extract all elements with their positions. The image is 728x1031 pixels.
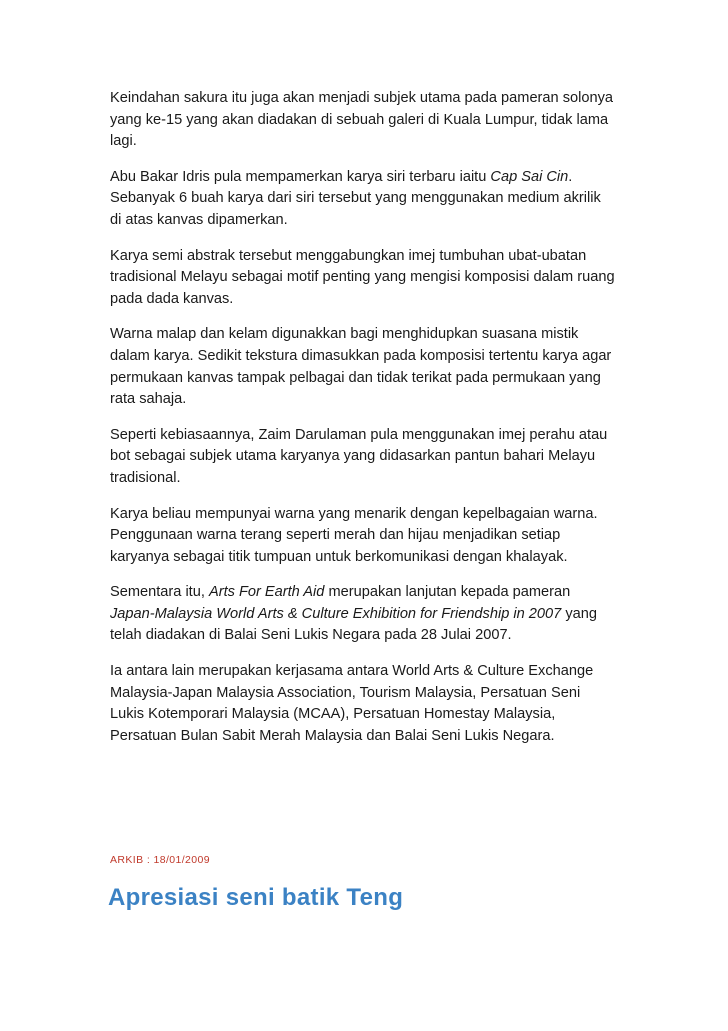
- text-line: Karya semi abstrak tersebut menggabungkan imej tumbuhan ubat-ubatan: [110, 247, 587, 264]
- paragraph-sakura: [110, 88, 622, 153]
- text-line: dalam karya. Sedikit tekstura dimasukkan pada komposisi tertentu karya agar: [110, 347, 612, 364]
- paragraph-warna-malap: [110, 324, 622, 410]
- text-run: merupakan lanjutan kepada pameran: [324, 584, 571, 601]
- text-line: [110, 582, 622, 604]
- paragraph-zaim: [110, 425, 622, 490]
- article-body: [110, 88, 622, 761]
- text-line: tradisional Melayu sebagai motif penting yang mengisi komposisi dalam ruang: [110, 269, 615, 286]
- paragraph-semi-abstrak: [110, 246, 622, 311]
- paragraph-kerjasama: [110, 661, 622, 747]
- exhibition-title: Japan-Malaysia World Arts & Culture Exhibition for Friendship in 2007: [110, 605, 562, 622]
- text-line: bot sebagai subjek utama karyanya yang didasarkan pantun bahari Melayu: [110, 448, 596, 465]
- archive-date: ARKIB : 18/01/2009: [110, 854, 211, 866]
- text-line: Keindahan sakura itu juga akan menjadi subjek utama pada pameran solonya: [110, 90, 614, 106]
- paragraph-abu-bakar: [110, 167, 622, 232]
- event-title: Arts For Earth Aid: [208, 584, 325, 601]
- text-line: Ia antara lain merupakan kerjasama antara World Arts & Culture Exchange: [110, 663, 594, 680]
- text-line: Karya beliau mempunyai warna yang menarik dengan kepelbagaian warna.: [110, 505, 598, 522]
- article-headline: Apresiasi seni batik Teng: [108, 884, 404, 911]
- text-line: telah diadakan di Balai Seni Lukis Negara pada 28 Julai 2007.: [110, 627, 512, 644]
- text-line: Lukis Kotemporari Malaysia (MCAA), Persatuan Homestay Malaysia,: [110, 706, 556, 723]
- text-line: Seperti kebiasaannya, Zaim Darulaman pula menggunakan imej perahu atau: [110, 426, 608, 443]
- text-line: di atas kanvas dipamerkan.: [110, 211, 288, 228]
- text-line: Sebanyak 6 buah karya dari siri tersebut yang menggunakan medium akrilik: [110, 190, 601, 207]
- paragraph-arts-for-earth: [110, 582, 622, 647]
- text-line: permukaan kanvas tampak pelbagai dan tidak terikat pada permukaan yang: [110, 369, 601, 386]
- text-line: Penggunaan warna terang seperti merah dan hijau menjadikan setiap: [110, 527, 561, 544]
- text-line: pada dada kanvas.: [110, 290, 234, 307]
- paragraph-karya-beliau: [110, 504, 622, 569]
- text-run: yang: [561, 605, 597, 622]
- text-line: [110, 167, 622, 189]
- series-title: Cap Sai Cin: [490, 168, 569, 185]
- text-line: rata sahaja.: [110, 391, 187, 408]
- text-line: yang ke-15 yang akan diadakan di sebuah galeri di Kuala Lumpur, tidak lama: [110, 111, 609, 128]
- text-run: Abu Bakar Idris pula mempamerkan karya siri terbaru iaitu: [110, 168, 491, 185]
- text-line: [110, 604, 622, 626]
- text-line: tradisional.: [110, 469, 181, 486]
- text-line: lagi.: [110, 133, 137, 150]
- text-line: Warna malap dan kelam digunakkan bagi menghidupkan suasana mistik: [110, 326, 579, 343]
- text-run: .: [568, 168, 573, 185]
- text-line: Persatuan Bulan Sabit Merah Malaysia dan Balai Seni Lukis Negara.: [110, 727, 555, 744]
- text-line: Malaysia-Japan Malaysia Association, Tourism Malaysia, Persatuan Seni: [110, 684, 581, 701]
- text-run: Sementara itu,: [110, 584, 209, 601]
- text-line: karyanya sebagai titik tumpuan untuk berkomunikasi dengan khalayak.: [110, 548, 568, 565]
